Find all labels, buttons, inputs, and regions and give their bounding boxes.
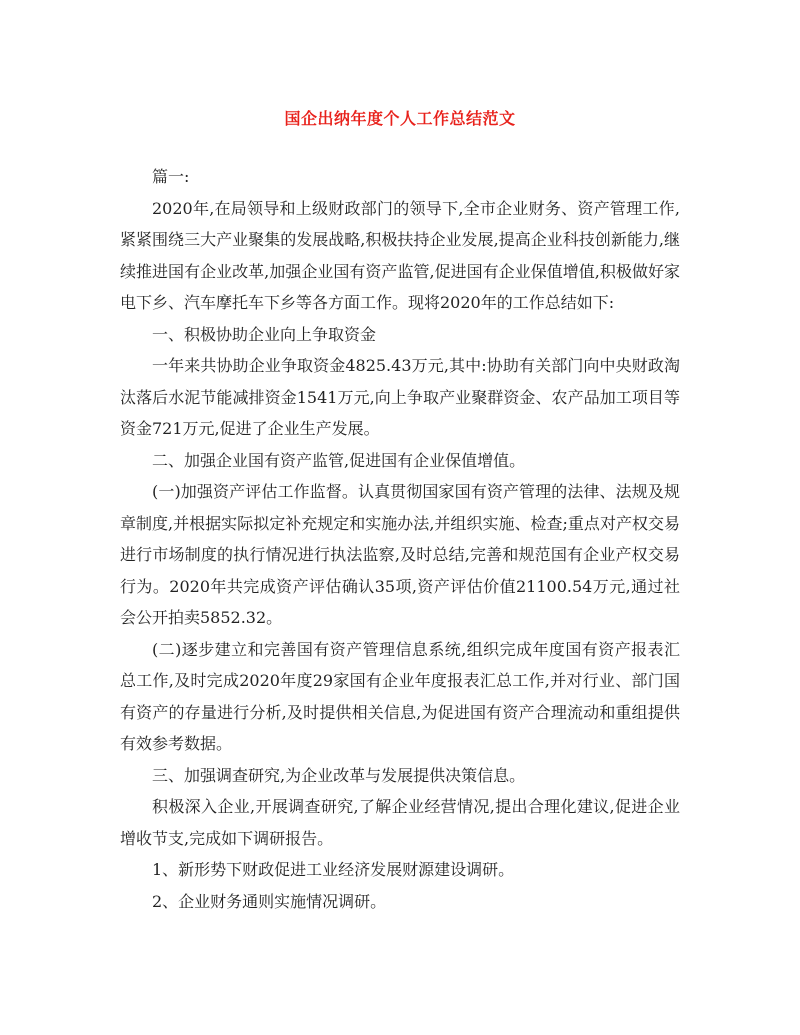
paragraph-section-2-item-1: (一)加强资产评估工作监督。认真贯彻国家国有资产管理的法律、法规及规章制度,并根据实际拟定补充规定和实施办法,并组织实施、检查;重点对产权交易进行市场制度的执行情况进行执法监察,及时总结,完善和规范国有企业产权交易行为。2020年共完成资产评估确认35项,资产评估价值21100.54万元,通过社会公开拍卖5852.32。: [120, 482, 680, 627]
heading-section-2: 二、加强企业国有资产监管,促进国有企业保值增值。: [152, 450, 526, 470]
paragraph-section-1: 一年来共协助企业争取资金4825.43万元,其中:协助有关部门向中央财政淘汰落后水泥节能减排资金1541万元,向上争取产业聚群资金、农产品加工项目等资金721万元,促进了企业生产发展。: [120, 356, 680, 438]
paragraph-intro: 2020年,在局领导和上级财政部门的领导下,全市企业财务、资产管理工作,紧紧围绕三大产业聚集的发展战略,积极扶持企业发展,提高企业科技创新能力,继续推进国有企业改革,加强企业国有资产监管,促进国有企业保值增值,积极做好家电下乡、汽车摩托车下乡等各方面工作。现将2020年的工作总结如下:: [120, 198, 680, 312]
document-title: 国企出纳年度个人工作总结范文: [284, 109, 516, 128]
paragraph-section-3: 积极深入企业,开展调查研究,了解企业经营情况,提出合理化建议,促进企业增收节支,完成如下调研报告。: [120, 797, 680, 848]
paragraph-section-2-item-2: (二)逐步建立和完善国有资产管理信息系统,组织完成年度国有资产报表汇总工作,及时完成2020年度29家国有企业年度报表汇总工作,并对行业、部门国有资产的存量进行分析,及时提供相关信息,为促进国有资产合理流动和重组提供有效参考数据。: [120, 639, 680, 753]
document-body: [120, 161, 680, 917]
paragraph-section-label: 篇一:: [152, 167, 190, 186]
heading-section-1: 一、积极协助企业向上争取资金: [152, 324, 377, 344]
list-item-report-1: 1、新形势下财政促进工业经济发展财源建设调研。: [152, 860, 515, 879]
heading-section-3: 三、加强调查研究,为企业改革与发展提供决策信息。: [152, 765, 526, 785]
list-item-report-2: 2、企业财务通则实施情况调研。: [152, 891, 387, 911]
